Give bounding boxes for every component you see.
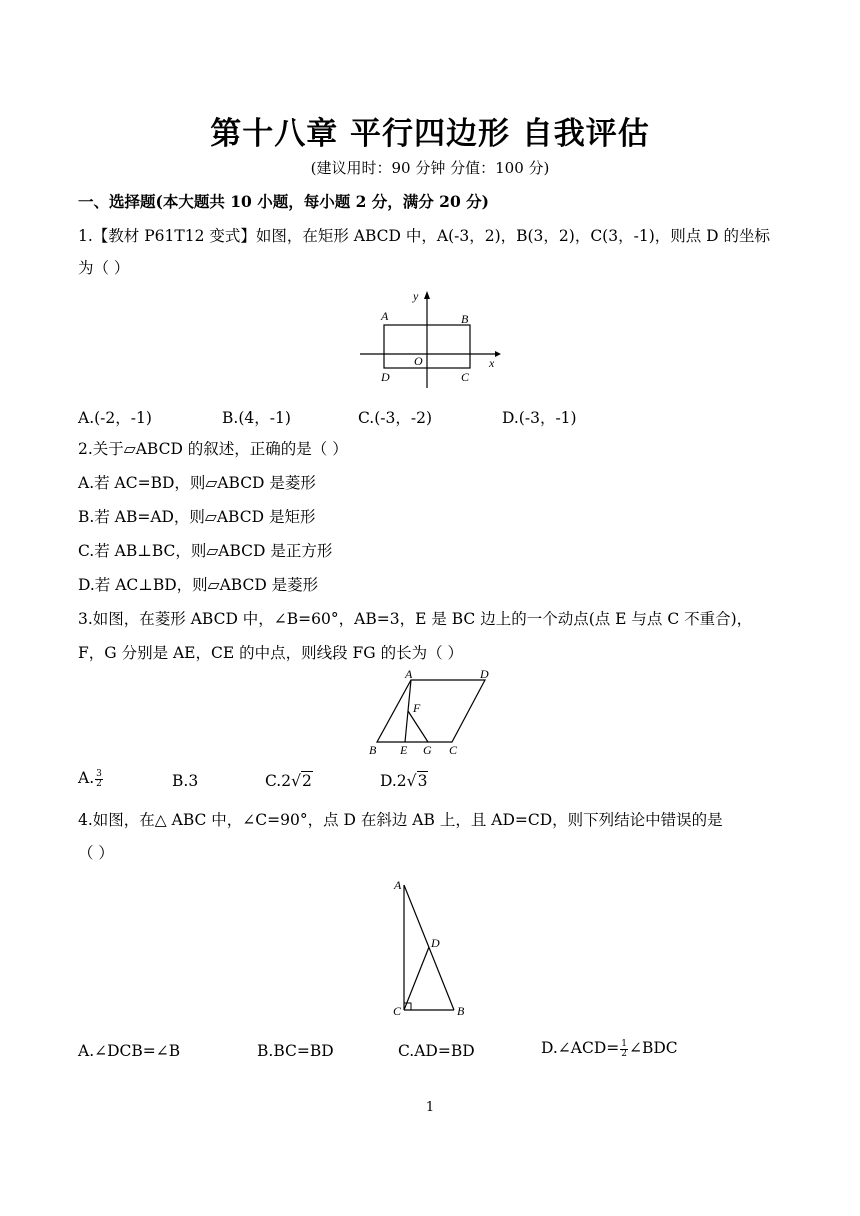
q3-option-d-radicand: 3	[417, 772, 428, 790]
q4-option-c: C.AD=BD	[398, 1042, 475, 1060]
q1-option-a: A.(-2，-1)	[78, 409, 152, 427]
q3-label-e: E	[400, 743, 408, 757]
time-score-note: (建议用时：90 分钟 分值：100 分)	[310, 159, 550, 177]
q1-option-c: C.(-3，-2)	[358, 409, 433, 427]
q4-option-a: A.∠DCB=∠B	[78, 1042, 181, 1060]
q3-label-f: F	[413, 701, 421, 715]
q3-label-g: G	[423, 743, 432, 757]
q4-option-d-numerator: 1	[621, 1038, 627, 1049]
q2-stem: 2.关于▱ABCD 的叙述，正确的是（ ）	[78, 440, 348, 458]
q4-option-d-prefix: D.∠ACD=	[541, 1039, 620, 1057]
q3-option-d: D.2√3	[380, 772, 428, 790]
q3-option-d-prefix: D.2	[380, 772, 407, 790]
q3-figure	[365, 668, 505, 760]
q4-label-d: D	[431, 936, 440, 950]
q3-label-d: D	[480, 667, 489, 681]
q3-option-a-fraction	[95, 770, 103, 789]
section-heading: 一、选择题(本大题共 10 小题，每小题 2 分，满分 20 分)	[78, 192, 489, 211]
q3-stem-line1: 3.如图，在菱形 ABCD 中，∠B=60°，AB=3，E 是 BC 边上的一个动点(点 E 与点 C 不重合)，	[78, 610, 753, 628]
q4-option-d-denominator: 2	[621, 1048, 627, 1059]
q4-label-b: B	[457, 1004, 465, 1018]
q3-option-a-prefix: A.	[78, 769, 95, 787]
q1-stem-line1: 1.【教材 P61T12 变式】如图，在矩形 ABCD 中，A(-3，2)，B(3，2)，C(3，-1)，则点 D 的坐标	[78, 227, 771, 245]
q4-option-d-fraction	[620, 1040, 628, 1059]
page-number: 1	[425, 1100, 435, 1115]
q1-label-x: x	[489, 356, 495, 370]
q4-stem-line1: 4.如图，在△ ABC 中，∠C=90°，点 D 在斜边 AB 上，且 AD=CD，则下列结论中错误的是	[78, 811, 723, 829]
q4-option-d-suffix: ∠BDC	[629, 1039, 678, 1057]
q3-option-a	[78, 769, 104, 789]
q1-label-d: D	[381, 370, 390, 384]
page-title: 第十八章 平行四边形 自我评估	[210, 116, 650, 152]
q1-figure	[355, 285, 505, 390]
q1-label-o: O	[414, 354, 423, 368]
q3-option-a-numerator: 3	[96, 768, 102, 779]
q1-option-d: D.(-3，-1)	[502, 409, 577, 427]
q3-option-c: C.2√2	[265, 772, 312, 790]
q3-label-c: C	[449, 743, 458, 757]
q3-option-a-denominator: 2	[96, 778, 102, 789]
q3-label-a: A	[405, 667, 413, 681]
q4-label-a: A	[394, 878, 402, 892]
q2-option-a: A.若 AC=BD，则▱ABCD 是菱形	[78, 474, 316, 492]
q3-label-b: B	[369, 743, 377, 757]
q1-label-a: A	[381, 309, 389, 323]
q3-option-c-prefix: C.2	[265, 772, 292, 790]
q1-label-y: y	[413, 289, 419, 303]
q2-option-d: D.若 AC⊥BD，则▱ABCD 是菱形	[78, 576, 319, 594]
q1-stem-line2: 为（ ）	[78, 259, 130, 277]
q1-option-b: B.(4，-1)	[222, 409, 291, 427]
q2-option-b: B.若 AB=AD，则▱ABCD 是矩形	[78, 508, 316, 526]
q4-stem-line2: （ ）	[78, 844, 114, 862]
q4-option-b: B.BC=BD	[257, 1042, 334, 1060]
q1-label-c: C	[461, 370, 470, 384]
q3-option-b: B.3	[172, 772, 199, 790]
q3-option-c-radicand: 2	[302, 772, 312, 790]
q4-figure	[390, 875, 480, 1020]
q2-option-c: C.若 AB⊥BC，则▱ABCD 是正方形	[78, 542, 333, 560]
q1-label-b: B	[461, 312, 469, 326]
q4-label-c: C	[393, 1004, 402, 1018]
q3-stem-line2: F，G 分别是 AE，CE 的中点，则线段 FG 的长为（ ）	[78, 644, 464, 662]
q4-option-d	[541, 1039, 678, 1059]
